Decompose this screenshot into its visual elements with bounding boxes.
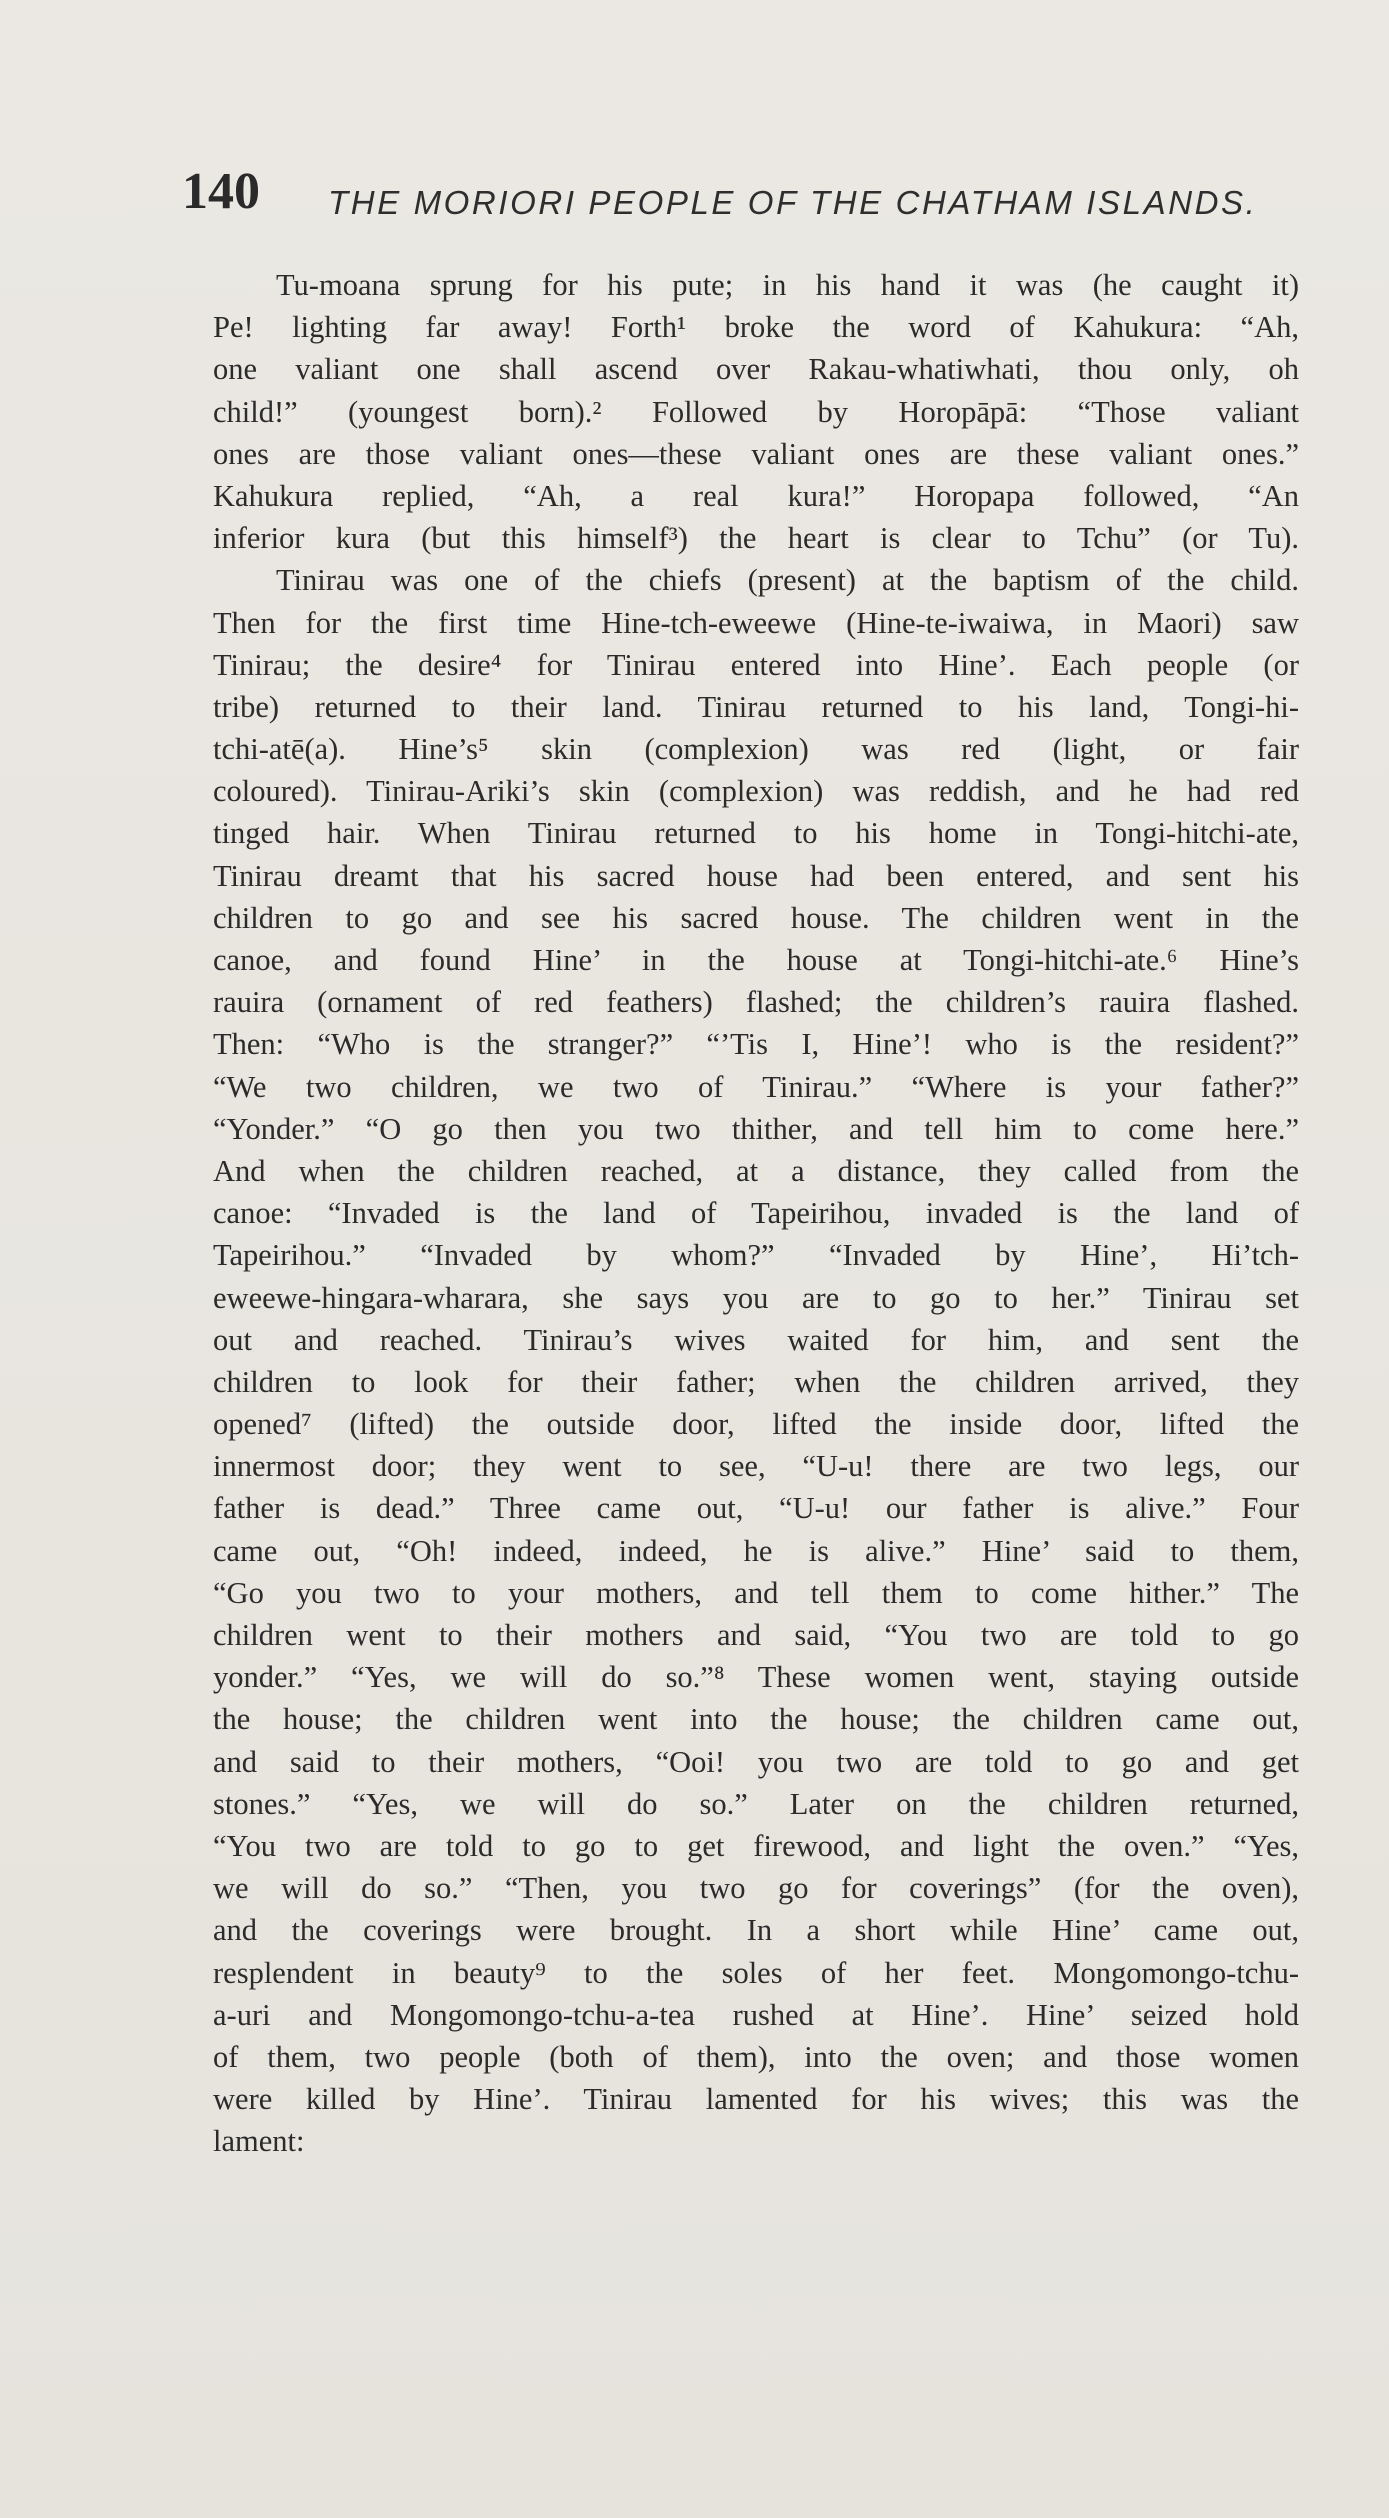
text-line: were killed by Hine’. Tinirau lamented for his wives; this was the [213,2082,1299,2117]
text-line: coloured). Tinirau-Ariki’s skin (complexion) was reddish, and he had red [213,774,1299,809]
text-line: a-uri and Mongomongo-tchu-a-tea rushed at Hine’. Hine’ seized hold [213,1997,1299,2032]
page-number: 140 [182,163,260,220]
text-line: “You two are told to go to get firewood, and light the oven.” “Yes, [213,1828,1299,1863]
text-line: “Yonder.” “O go then you two thither, and tell him to come here.” [213,1111,1299,1146]
body-text [213,264,1299,2162]
running-title: THE MORIORI PEOPLE OF THE CHATHAM ISLANDS. [328,184,1258,221]
text-line: tinged hair. When Tinirau returned to his home in Tongi-hitchi-ate, [213,816,1299,851]
text-line: children went to their mothers and said, “You two are told to go [213,1618,1299,1652]
text-line: Pe! lighting far away! Forth¹ broke the word of Kahukura: “Ah, [213,310,1299,345]
text-line: yonder.” “Yes, we will do so.”⁸ These women went, staying outside [213,1660,1299,1695]
text-line: eweewe-hingara-wharara, she says you are to go to her.” Tinirau set [213,1280,1299,1315]
text-line: Then for the first time Hine-tch-eweewe (Hine-te-iwaiwa, in Maori) saw [213,605,1299,640]
text-line: “We two children, we two of Tinirau.” “Where is your father?” [213,1069,1299,1104]
text-line: Tu-moana sprung for his pute; in his hand it was (he caught it) [276,268,1299,302]
text-line: “Go you two to your mothers, and tell them to come hither.” The [213,1575,1299,1610]
text-line: ones are those valiant ones—these valiant ones are these valiant ones.” [213,436,1299,471]
text-line: the house; the children went into the house; the children came out, [213,1702,1299,1737]
text-line: Tinirau was one of the chiefs (present) at the baptism of the child. [276,563,1299,598]
text-line: of them, two people (both of them), into the oven; and those women [213,2039,1299,2074]
text-line: Kahukura replied, “Ah, a real kura!” Horopapa followed, “An [213,478,1299,513]
text-line: we will do so.” “Then, you two go for coverings” (for the oven), [213,1871,1299,1906]
text-line: and said to their mothers, “Ooi! you two are told to go and get [213,1744,1299,1779]
text-line: tchi-atē(a). Hine’s⁵ skin (complexion) was red (light, or fair [213,732,1299,767]
text-line: canoe: “Invaded is the land of Tapeirihou, invaded is the land of [213,1196,1299,1231]
text-line: canoe, and found Hine’ in the house at Tongi-hitchi-ate.⁶ Hine’s [213,943,1299,977]
text-line: children to look for their father; when the children arrived, they [213,1364,1299,1399]
text-line: rauira (ornament of red feathers) flashed; the children’s rauira flashed. [213,985,1299,1020]
text-line: Then: “Who is the stranger?” “’Tis I, Hine’! who is the resident?” [213,1027,1299,1062]
text-line: And when the children reached, at a distance, they called from the [213,1153,1299,1188]
text-line: Tapeirihou.” “Invaded by whom?” “Invaded by Hine’, Hi’tch- [213,1238,1299,1273]
text-line: resplendent in beauty⁹ to the soles of her feet. Mongomongo-tchu- [213,1955,1299,1990]
text-line: inferior kura (but this himself³) the heart is clear to Tchu” (or Tu). [213,521,1299,556]
text-line: Tinirau; the desire⁴ for Tinirau entered into Hine’. Each people (or [213,647,1299,682]
text-line: stones.” “Yes, we will do so.” Later on the children returned, [213,1786,1299,1821]
text-line: opened⁷ (lifted) the outside door, lifted the inside door, lifted the [213,1407,1299,1442]
text-line: father is dead.” Three came out, “U-u! our father is alive.” Four [213,1491,1299,1526]
text-line: innermost door; they went to see, “U-u! there are two legs, our [213,1449,1299,1484]
text-line: lament: [213,2124,305,2159]
text-line: came out, “Oh! indeed, indeed, he is alive.” Hine’ said to them, [213,1533,1299,1568]
text-line: tribe) returned to their land. Tinirau returned to his land, Tongi-hi- [213,689,1299,724]
text-line: and the coverings were brought. In a short while Hine’ came out, [213,1913,1299,1948]
text-line: one valiant one shall ascend over Rakau-whatiwhati, thou only, oh [213,352,1299,387]
page-header [182,163,1302,226]
text-line: out and reached. Tinirau’s wives waited for him, and sent the [213,1322,1299,1357]
text-line: children to go and see his sacred house. The children went in the [213,900,1299,935]
text-line: child!” (youngest born).² Followed by Horopāpā: “Those valiant [213,394,1299,429]
text-line: Tinirau dreamt that his sacred house had been entered, and sent his [213,858,1299,893]
